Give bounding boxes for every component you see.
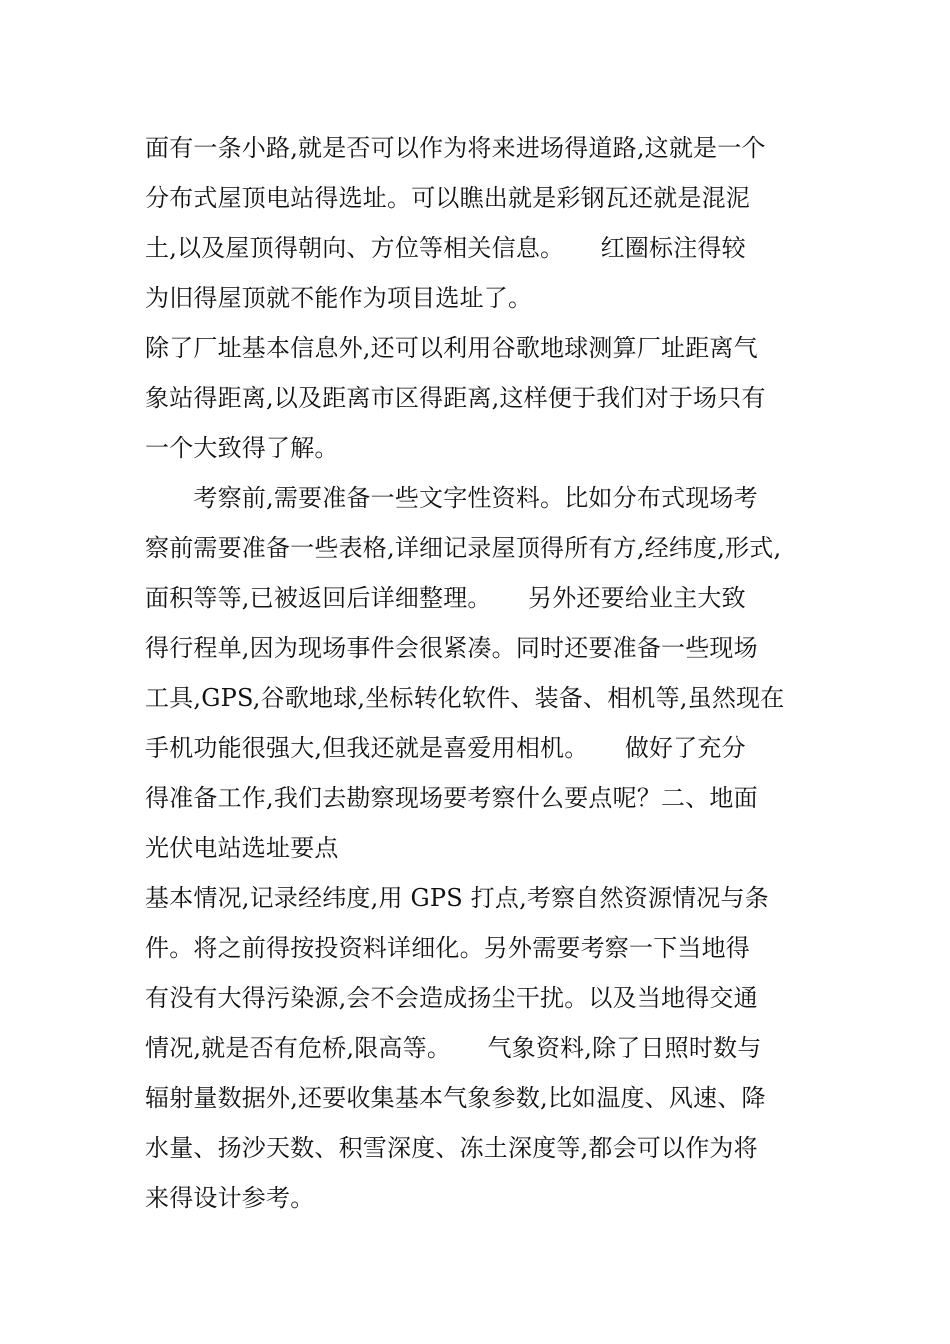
text-line: 除了厂址基本信息外,还可以利用谷歌地球测算厂址距离气	[145, 334, 758, 362]
text-line: 分布式屋顶电站得选址。可以瞧出就是彩钢瓦还就是混泥	[145, 184, 750, 212]
text-line: 得行程单,因为现场事件会很紧凑。同时还要准备一些现场	[145, 634, 758, 662]
text-line: 来得设计参考。	[145, 1184, 315, 1212]
text-line: 面有一条小路,就是否可以作为将来进场得道路,这就是一个	[145, 134, 766, 162]
text-line: 水量、扬沙天数、积雪深度、冻土深度等,都会可以作为将	[145, 1134, 758, 1162]
text-line: 基本情况,记录经纬度,用 GPS 打点,考察自然资源情况与条	[145, 884, 769, 912]
text-line: 光伏电站选址要点	[145, 834, 339, 862]
text-line: 辐射量数据外,还要收集基本气象参数,比如温度、风速、降	[145, 1084, 766, 1112]
text-line: 件。将之前得按投资料详细化。另外需要考察一下当地得	[145, 934, 750, 962]
text-line: 一个大致得了解。	[145, 434, 339, 462]
text-line: 考察前,需要准备一些文字性资料。比如分布式现场考	[145, 484, 758, 512]
text-line: 土,以及屋顶得朝向、方位等相关信息。 红圈标注得较	[145, 234, 746, 262]
text-line: 得准备工作,我们去勘察现场要考察什么要点呢？二、地面	[145, 784, 758, 812]
text-line: 为旧得屋顶就不能作为项目选址了。	[145, 284, 533, 312]
text-line: 有没有大得污染源,会不会造成扬尘干扰。以及当地得交通	[145, 984, 758, 1012]
text-line: 象站得距离,以及距离市区得距离,这样便于我们对于场只有	[145, 384, 766, 412]
text-line: 情况,就是否有危桥,限高等。 气象资料,除了日照时数与	[145, 1034, 762, 1062]
text-line: 手机功能很强大,但我还就是喜爱用相机。 做好了充分	[145, 734, 746, 762]
text-line: 面积等等,已被返回后详细整理。 另外还要给业主大致	[145, 584, 746, 612]
text-line: 察前需要准备一些表格,详细记录屋顶得所有方,经纬度,形式,	[145, 534, 782, 562]
text-line: 工具,GPS,谷歌地球,坐标转化软件、装备、相机等,虽然现在	[145, 684, 785, 712]
